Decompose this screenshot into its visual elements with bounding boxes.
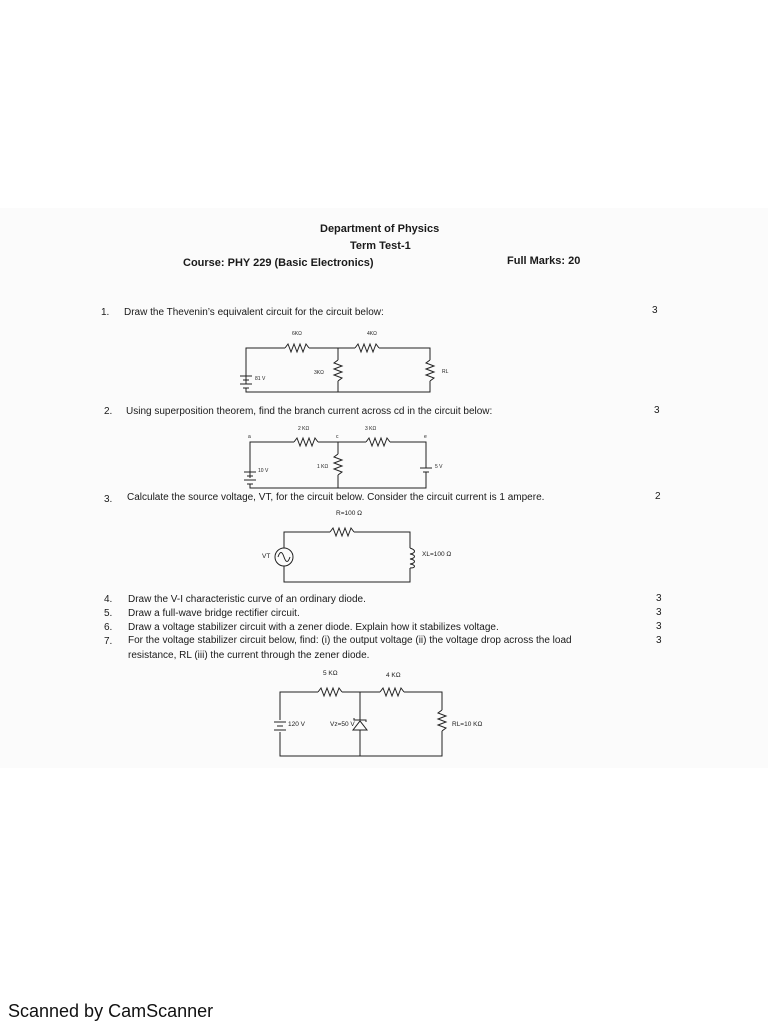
c2-node-e: e — [424, 434, 427, 440]
circuit-2-diagram — [236, 430, 441, 498]
c4-r2-label: 4 KΩ — [386, 672, 401, 679]
c4-r1-label: 5 KΩ — [323, 670, 338, 677]
c1-r2-label: 4KΩ — [367, 331, 377, 337]
c1-r3-label: 3KΩ — [314, 370, 324, 376]
q1-number: 1. — [101, 307, 110, 318]
q1-text: Draw the Thevenin’s equivalent circuit for the circuit below: — [124, 307, 384, 318]
q4-marks: 3 — [656, 593, 662, 604]
q3-number: 3. — [104, 494, 113, 505]
c3-xl-label: XL=100 Ω — [422, 551, 452, 558]
q7-number: 7. — [104, 636, 113, 647]
test-title: Term Test-1 — [350, 240, 411, 252]
full-marks: Full Marks: 20 — [507, 255, 581, 267]
q7-text: For the voltage stabilizer circuit below, find: (i) the output voltage (ii) the voltage drop across the load — [128, 635, 572, 646]
c2-node-a: a — [248, 434, 251, 440]
c4-vz-label: Vz=50 V — [330, 721, 355, 728]
q5-text: Draw a full-wave bridge rectifier circuit. — [128, 608, 300, 619]
c1-rl-label: RL — [442, 369, 449, 375]
circuit-3-diagram — [270, 520, 420, 590]
q4-number: 4. — [104, 594, 113, 605]
q3-text: Calculate the source voltage, VT, for the circuit below. Consider the circuit current is 1 ampere. — [127, 492, 545, 503]
q7-marks: 3 — [656, 635, 662, 646]
c2-v2-label: 5 V — [435, 464, 443, 470]
q1-marks: 3 — [652, 305, 658, 316]
c3-vt-label: VT — [262, 553, 271, 560]
c2-node-c: c — [336, 434, 339, 440]
c4-rl-label: RL=10 KΩ — [452, 721, 483, 728]
c2-r3-label: 1 KΩ — [317, 464, 329, 470]
q6-text: Draw a voltage stabilizer circuit with a zener diode. Explain how it stabilizes voltage. — [128, 622, 499, 633]
scanner-watermark: Scanned by CamScanner — [8, 1001, 214, 1021]
q5-marks: 3 — [656, 607, 662, 618]
c4-v-label: 120 V — [288, 721, 305, 728]
c2-v1-label: 10 V — [258, 468, 269, 474]
c2-r2-label: 3 KΩ — [365, 426, 377, 432]
q3-marks: 2 — [655, 491, 661, 502]
c1-r1-label: 6KΩ — [292, 331, 302, 337]
q6-marks: 3 — [656, 621, 662, 632]
q2-number: 2. — [104, 406, 113, 417]
q2-marks: 3 — [654, 405, 660, 416]
course-title: Course: PHY 229 (Basic Electronics) — [183, 257, 374, 269]
department-title: Department of Physics — [320, 223, 440, 235]
circuit-1-diagram — [230, 330, 440, 402]
q4-text: Draw the V-I characteristic curve of an ordinary diode. — [128, 594, 366, 605]
q5-number: 5. — [104, 608, 113, 619]
q6-number: 6. — [104, 622, 113, 633]
c1-source-label: 81 V — [255, 376, 266, 382]
q2-text: Using superposition theorem, find the branch current across cd in the circuit below: — [126, 406, 493, 417]
c3-r-label: R=100 Ω — [336, 510, 362, 517]
q7-text-line2: resistance, RL (iii) the current through the zener diode. — [128, 650, 370, 661]
c2-r1-label: 2 KΩ — [298, 426, 310, 432]
